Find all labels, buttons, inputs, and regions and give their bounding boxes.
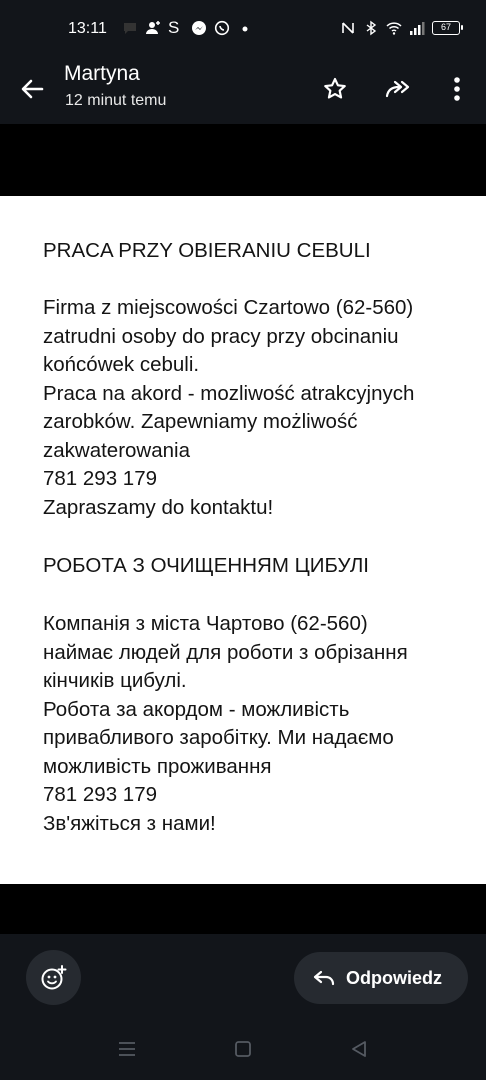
notification-icons: [122, 20, 253, 36]
dot-icon: [237, 20, 253, 36]
forward-button[interactable]: [382, 72, 416, 106]
status-bar: [0, 0, 486, 58]
bluetooth-icon: [363, 20, 379, 36]
notice-line: końcówek cebuli.: [43, 353, 200, 376]
notice-title-pl: PRACA PRZY OBIERANIU CEBULI: [43, 239, 371, 262]
more-vertical-icon: [453, 76, 461, 102]
person-icon: [145, 20, 161, 36]
home-button[interactable]: [232, 1038, 254, 1060]
notice-phone: 781 293 179: [43, 783, 158, 806]
menu-icon: [117, 1039, 137, 1059]
add-reaction-button[interactable]: [26, 950, 81, 1005]
back-button[interactable]: [16, 72, 50, 106]
notice-line: Praca na akord - mozliwość atrakcyjnych: [43, 381, 415, 405]
image-letterbox-top: [0, 124, 486, 196]
notice-image[interactable]: [0, 196, 486, 884]
star-button[interactable]: [318, 72, 352, 106]
notice-line: Зв'яжіться з нами!: [43, 811, 216, 835]
nfc-icon: [340, 20, 356, 36]
triangle-back-icon: [349, 1039, 369, 1059]
reply-button[interactable]: [294, 952, 468, 1004]
s-icon: S: [168, 18, 180, 37]
message-time: 12 minut temu: [65, 92, 167, 109]
forward-all-icon: [384, 77, 414, 101]
battery-icon: 67: [432, 21, 460, 35]
reply-bar: [0, 934, 486, 1080]
chat-icon: [122, 20, 138, 36]
notice-line: привабливого заробітку. Ми надаємо: [43, 726, 394, 749]
star-icon: [322, 76, 348, 102]
contact-name: Martyna: [64, 62, 140, 85]
notice-line: наймає людей для роботи з обрізання: [43, 640, 408, 664]
messenger-icon: [191, 20, 207, 36]
emoji-add-icon: [40, 964, 68, 992]
nav-back-button[interactable]: [348, 1038, 370, 1060]
notice-phone: 781 293 179: [43, 467, 158, 490]
signal-icon: [409, 20, 425, 36]
notice-line: можливість проживання: [43, 754, 272, 778]
notice-line: кінчиків цибулі.: [43, 669, 187, 692]
notice-line: Робота за акордом - можливість: [43, 697, 350, 721]
arrow-left-icon: [16, 72, 50, 106]
status-time: 13:11: [68, 20, 107, 37]
square-icon: [233, 1039, 253, 1059]
recents-button[interactable]: [116, 1038, 138, 1060]
notice-line: zatrudni osoby do pracy przy obcinaniu: [43, 324, 399, 348]
more-options-button[interactable]: [440, 72, 474, 106]
reply-icon: [312, 966, 336, 990]
notice-line: zarobków. Zapewniamy możliwość: [43, 410, 358, 433]
whatsapp-icon: [214, 20, 230, 36]
app-bar: [0, 58, 486, 124]
notice-line: zakwaterowania: [43, 438, 190, 462]
notice-line: Firma z miejscowości Czartowo (62-560): [43, 296, 414, 319]
notice-line: Zapraszamy do kontaktu!: [43, 495, 274, 519]
notice-line: Компанія з міста Чартово (62-560): [43, 612, 368, 635]
wifi-icon: [386, 20, 402, 36]
reply-label: Odpowiedz: [346, 967, 442, 988]
notice-title-uk: РОБОТА З ОЧИЩЕННЯМ ЦИБУЛІ: [43, 554, 369, 577]
image-letterbox-bottom: [0, 884, 486, 934]
system-icons: [340, 20, 460, 36]
